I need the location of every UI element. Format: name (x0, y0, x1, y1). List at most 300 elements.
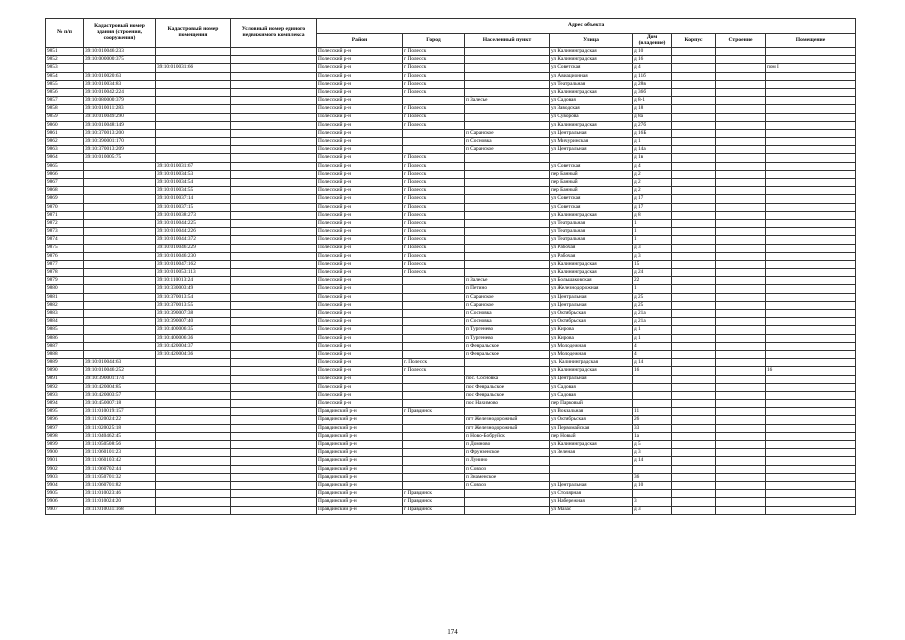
cell-city (403, 473, 465, 481)
cell-cad-premises: 39:10:390007:40 (156, 318, 231, 326)
cell-locality (465, 244, 550, 252)
cell-house: д 1в (633, 154, 672, 162)
cell-district: Полесский р-н (317, 203, 403, 211)
cell-city (403, 97, 465, 105)
cell-premises (766, 187, 856, 195)
header-cad-building: Кадастровый номер здания (строения, сооружения) (84, 19, 156, 48)
cell-district: Полесский р-н (317, 154, 403, 162)
cell-building (716, 498, 766, 506)
table-row (46, 342, 856, 350)
cell-district: Правдинский р-н (317, 490, 403, 498)
cell-premises (766, 219, 856, 227)
cell-premises (766, 383, 856, 391)
cell-district: Полесский р-н (317, 342, 403, 350)
cell-cad-premises: 39:10:010046:229 (156, 244, 231, 252)
cell-building (716, 203, 766, 211)
cell-street: ул Калининградская (550, 56, 633, 64)
cell-cad-building (84, 228, 156, 236)
cell-city: г Полесск (403, 367, 465, 375)
cell-house: д 28в (633, 80, 672, 88)
cell-locality: пос Февральское (465, 383, 550, 391)
cell-cad-building: 39:10:010042:224 (84, 88, 156, 96)
cell-district: Правдинский р-н (317, 449, 403, 457)
cell-cad-building: 39:11:060101:23 (84, 449, 156, 457)
cell-num: 9863 (46, 146, 84, 154)
cell-cad-conditional (231, 285, 317, 293)
cell-block (672, 260, 716, 268)
cell-street: ул Центральная (550, 301, 633, 309)
cell-num: 9906 (46, 498, 84, 506)
cell-cad-premises (156, 121, 231, 129)
cell-locality (465, 72, 550, 80)
cell-cad-premises: 39:10:010044:372 (156, 236, 231, 244)
cell-locality: п Сосновка (465, 318, 550, 326)
table-row (46, 252, 856, 260)
table-row (46, 260, 856, 268)
cell-street: ул Мичуринская (550, 138, 633, 146)
cell-premises (766, 252, 856, 260)
cell-cad-conditional (231, 432, 317, 440)
cell-street: ул Вокзальная (550, 408, 633, 416)
cell-house: д 1 (633, 326, 672, 334)
cell-city: г Полесск (403, 105, 465, 113)
cell-house: д 16Б (633, 129, 672, 137)
cell-premises (766, 138, 856, 146)
cell-cad-building (84, 187, 156, 195)
cell-cad-building: 39:11:010019:157 (84, 408, 156, 416)
cell-block (672, 481, 716, 489)
cell-cad-premises (156, 432, 231, 440)
cell-city (403, 138, 465, 146)
cell-num: 9862 (46, 138, 84, 146)
cell-cad-conditional (231, 293, 317, 301)
cell-premises (766, 105, 856, 113)
cell-block (672, 113, 716, 121)
cell-cad-premises: 39:10:010034:54 (156, 179, 231, 187)
cell-district: Полесский р-н (317, 252, 403, 260)
cell-cad-conditional (231, 236, 317, 244)
table-row (46, 179, 856, 187)
cell-house: д 14 (633, 359, 672, 367)
cell-num: 9883 (46, 310, 84, 318)
cell-cad-building: 39:11:010023:46 (84, 490, 156, 498)
cell-house: д 2 (633, 187, 672, 195)
cell-num: 9872 (46, 219, 84, 227)
table-row (46, 334, 856, 342)
table-row (46, 498, 856, 506)
cell-building (716, 490, 766, 498)
cell-locality: п Знаменское (465, 473, 550, 481)
cell-city: г Полесск (403, 179, 465, 187)
cell-building (716, 334, 766, 342)
cell-city: г Полесск (403, 64, 465, 72)
cell-num: 9888 (46, 350, 84, 358)
cell-cad-premises (156, 506, 231, 514)
cell-street: ул Калининградская (550, 211, 633, 219)
cell-num: 9866 (46, 170, 84, 178)
cell-locality: пос Нахимово (465, 400, 550, 408)
cell-city (403, 293, 465, 301)
cell-street: ул Центральная (550, 293, 633, 301)
cell-cad-premises (156, 416, 231, 424)
table-row (46, 465, 856, 473)
cell-city (403, 481, 465, 489)
cell-house: д 14 (633, 457, 672, 465)
cell-cad-building: 39:11:020025:18 (84, 424, 156, 432)
cell-block (672, 162, 716, 170)
cell-cad-premises (156, 465, 231, 473)
cell-cad-premises (156, 154, 231, 162)
cell-district: Правдинский р-н (317, 506, 403, 514)
cell-locality (465, 88, 550, 96)
cell-cad-premises (156, 408, 231, 416)
cell-locality (465, 195, 550, 203)
cell-cad-premises: 39:10:110013:24 (156, 277, 231, 285)
cell-block (672, 293, 716, 301)
cell-premises (766, 80, 856, 88)
cell-city: г Полесск (403, 113, 465, 121)
cell-city: г Полесск (403, 236, 465, 244)
cell-house: д 3 (633, 244, 672, 252)
cell-block (672, 179, 716, 187)
cell-locality (465, 490, 550, 498)
cell-district: Полесский р-н (317, 359, 403, 367)
cell-premises (766, 342, 856, 350)
cell-num: 9854 (46, 72, 84, 80)
cell-num: 9851 (46, 48, 84, 56)
header-city: Город (403, 34, 465, 48)
cell-block (672, 228, 716, 236)
cell-locality (465, 359, 550, 367)
cell-street: ул Центральная (550, 375, 633, 383)
cell-num: 9868 (46, 187, 84, 195)
cell-locality: п Тургенево (465, 334, 550, 342)
cell-cad-building: 39:10:370013:200 (84, 129, 156, 137)
cell-cad-conditional (231, 498, 317, 506)
table-row (46, 162, 856, 170)
cell-cad-premises (156, 97, 231, 105)
cell-cad-building (84, 203, 156, 211)
cell-locality (465, 48, 550, 56)
cell-street: ул Рабочая (550, 244, 633, 252)
table-row (46, 318, 856, 326)
cell-street: ул Театральная (550, 219, 633, 227)
cell-cad-premises: 39:10:420004:37 (156, 342, 231, 350)
cell-num: 9880 (46, 285, 84, 293)
cell-street: ул Набережная (550, 498, 633, 506)
cell-cad-premises: 39:10:010031:66 (156, 64, 231, 72)
cell-district: Правдинский р-н (317, 432, 403, 440)
cell-city: г Правдинск (403, 408, 465, 416)
cell-house: д 5 (633, 441, 672, 449)
cell-premises (766, 203, 856, 211)
cell-locality: п Совхоз (465, 481, 550, 489)
cell-cad-premises (156, 146, 231, 154)
cell-house: д 10 (633, 48, 672, 56)
table-row (46, 203, 856, 211)
cell-block (672, 146, 716, 154)
cell-cad-conditional (231, 359, 317, 367)
cell-num: 9881 (46, 293, 84, 301)
cell-locality (465, 80, 550, 88)
cell-cad-premises: 39:10:370013:55 (156, 301, 231, 309)
cell-street: ул Большаковская (550, 277, 633, 285)
table-row (46, 195, 856, 203)
cell-block (672, 424, 716, 432)
cell-block (672, 211, 716, 219)
cell-city: г Правдинск (403, 490, 465, 498)
cell-district: Полесский р-н (317, 179, 403, 187)
cell-block (672, 48, 716, 56)
cell-block (672, 441, 716, 449)
cell-city: г Правдинск (403, 506, 465, 514)
cell-district: Полесский р-н (317, 105, 403, 113)
cell-cad-premises (156, 72, 231, 80)
table-row (46, 72, 856, 80)
cell-premises (766, 498, 856, 506)
cell-cad-conditional (231, 64, 317, 72)
cell-cad-conditional (231, 80, 317, 88)
cell-premises (766, 506, 856, 514)
cell-premises (766, 277, 856, 285)
cell-house: д 25 (633, 293, 672, 301)
cell-building (716, 416, 766, 424)
table-row (46, 154, 856, 162)
cell-cad-premises (156, 113, 231, 121)
cell-street: пер Банный (550, 179, 633, 187)
cell-district: Полесский р-н (317, 129, 403, 137)
cell-num: 9864 (46, 154, 84, 162)
cell-city (403, 465, 465, 473)
cell-premises (766, 113, 856, 121)
cell-district: Полесский р-н (317, 64, 403, 72)
cell-street: ул Калининградская (550, 269, 633, 277)
table-row (46, 301, 856, 309)
cell-city: г Полесск (403, 162, 465, 170)
cell-street (550, 473, 633, 481)
table-row (46, 80, 856, 88)
cell-street: ул Калининградская (550, 88, 633, 96)
cell-district: Полесский р-н (317, 162, 403, 170)
cell-premises (766, 465, 856, 473)
cell-cad-premises: 39:10:010044:225 (156, 219, 231, 227)
cell-district: Полесский р-н (317, 285, 403, 293)
cell-cad-building (84, 179, 156, 187)
cell-building (716, 293, 766, 301)
cell-block (672, 326, 716, 334)
cell-block (672, 80, 716, 88)
cell-premises (766, 441, 856, 449)
cell-district: Правдинский р-н (317, 408, 403, 416)
cell-house: д 4 (633, 162, 672, 170)
cell-district: Полесский р-н (317, 293, 403, 301)
cell-locality (465, 252, 550, 260)
cell-building (716, 391, 766, 399)
cell-cad-building (84, 285, 156, 293)
cell-building (716, 129, 766, 137)
cell-cad-conditional (231, 72, 317, 80)
cell-city (403, 375, 465, 383)
cell-street: ул Советская (550, 203, 633, 211)
cell-house: д 17 (633, 195, 672, 203)
cell-premises (766, 88, 856, 96)
cell-cad-building (84, 269, 156, 277)
cell-house: д 21а (633, 318, 672, 326)
cell-cad-building (84, 277, 156, 285)
cell-building (716, 138, 766, 146)
cell-premises (766, 318, 856, 326)
cell-house: д 3 (633, 252, 672, 260)
cell-street: ул Центральная (550, 481, 633, 489)
cell-cad-conditional (231, 269, 317, 277)
cell-house (633, 465, 672, 473)
cell-street: ул Советская (550, 64, 633, 72)
cell-district: Полесский р-н (317, 195, 403, 203)
cell-building (716, 473, 766, 481)
cell-block (672, 97, 716, 105)
cell-locality (465, 269, 550, 277)
cell-num: 9865 (46, 162, 84, 170)
cell-house: д 1 (633, 138, 672, 146)
cell-house: 33 (633, 424, 672, 432)
cell-cad-building (84, 334, 156, 342)
cell-block (672, 350, 716, 358)
cell-street (550, 465, 633, 473)
cell-premises (766, 301, 856, 309)
table-row (46, 64, 856, 72)
cell-cad-conditional (231, 244, 317, 252)
cell-premises (766, 481, 856, 489)
cell-cad-building (84, 310, 156, 318)
cell-district: Правдинский р-н (317, 473, 403, 481)
cell-city: г Полесск (403, 211, 465, 219)
cell-district: Полесский р-н (317, 236, 403, 244)
cell-cad-building (84, 244, 156, 252)
header-locality: Населенный пункт (465, 34, 550, 48)
cell-cad-conditional (231, 481, 317, 489)
cell-num: 9897 (46, 424, 84, 432)
cell-building (716, 432, 766, 440)
cell-building (716, 162, 766, 170)
cell-premises (766, 350, 856, 358)
cell-building (716, 400, 766, 408)
cell-cad-building (84, 236, 156, 244)
table-row (46, 285, 856, 293)
cell-building (716, 236, 766, 244)
cell-block (672, 138, 716, 146)
cell-street: ул Садовая (550, 383, 633, 391)
cell-block (672, 269, 716, 277)
cell-locality (465, 203, 550, 211)
cell-locality: пгт Железнодорожный (465, 416, 550, 424)
cell-street: ул Театральная (550, 236, 633, 244)
cell-street: ул Калининградская (550, 121, 633, 129)
cell-cad-conditional (231, 441, 317, 449)
cell-house: д 11б (633, 72, 672, 80)
cell-cad-premises: 39:10:400006:36 (156, 334, 231, 342)
cell-premises (766, 129, 856, 137)
cell-street: пер Банный (550, 170, 633, 178)
header-num: № п/п (46, 19, 84, 48)
cell-district: Полесский р-н (317, 277, 403, 285)
cell-cad-conditional (231, 88, 317, 96)
table-row (46, 457, 856, 465)
table-body (46, 48, 856, 515)
cell-premises (766, 179, 856, 187)
cell-num: 9882 (46, 301, 84, 309)
cell-cad-building (84, 260, 156, 268)
cell-premises (766, 244, 856, 252)
cell-num: 9869 (46, 195, 84, 203)
cell-city: г. Полесск (403, 359, 465, 367)
cell-building (716, 367, 766, 375)
cell-cad-building: 39:11:010031:168 (84, 506, 156, 514)
cell-building (716, 252, 766, 260)
cell-block (672, 465, 716, 473)
cell-house (633, 391, 672, 399)
cell-num: 9861 (46, 129, 84, 137)
cell-street: ул Железнодорожная (550, 285, 633, 293)
cell-cad-conditional (231, 113, 317, 121)
cell-locality (465, 187, 550, 195)
cell-locality (465, 260, 550, 268)
cell-district: Полесский р-н (317, 170, 403, 178)
cell-building (716, 441, 766, 449)
cell-premises (766, 424, 856, 432)
cell-cad-building (84, 64, 156, 72)
cell-cad-conditional (231, 211, 317, 219)
cell-district: Правдинский р-н (317, 481, 403, 489)
header-cad-conditional: Условный номер единого недвижимого комплекса (231, 19, 317, 48)
cell-cad-premises (156, 367, 231, 375)
cell-num: 9860 (46, 121, 84, 129)
cell-num: 9903 (46, 473, 84, 481)
cell-cad-building (84, 342, 156, 350)
cell-num: 9904 (46, 481, 84, 489)
cell-cad-conditional (231, 326, 317, 334)
cell-building (716, 326, 766, 334)
cell-street: ул Калининградская (550, 441, 633, 449)
cell-building (716, 72, 766, 80)
cell-district: Полесский р-н (317, 56, 403, 64)
cell-locality (465, 367, 550, 375)
cell-building (716, 154, 766, 162)
cell-house: 1 (633, 285, 672, 293)
cell-house: 15 (633, 260, 672, 268)
cell-block (672, 277, 716, 285)
table-row (46, 293, 856, 301)
table-row (46, 121, 856, 129)
cell-building (716, 244, 766, 252)
cell-city: г Полесск (403, 121, 465, 129)
table-row (46, 408, 856, 416)
cell-premises (766, 121, 856, 129)
cell-district: Полесский р-н (317, 211, 403, 219)
cell-premises (766, 473, 856, 481)
cell-building (716, 56, 766, 64)
cell-cad-premises: 39:10:010047:162 (156, 260, 231, 268)
cell-cad-building: 39:10:390001:170 (84, 138, 156, 146)
cell-cad-premises (156, 383, 231, 391)
cell-cad-conditional (231, 318, 317, 326)
cell-num: 9875 (46, 244, 84, 252)
cell-cad-building: 39:10:010020:63 (84, 72, 156, 80)
cell-block (672, 416, 716, 424)
cell-cad-conditional (231, 350, 317, 358)
cell-block (672, 203, 716, 211)
cell-locality: п Залесье (465, 277, 550, 285)
cell-num: 9893 (46, 391, 84, 399)
